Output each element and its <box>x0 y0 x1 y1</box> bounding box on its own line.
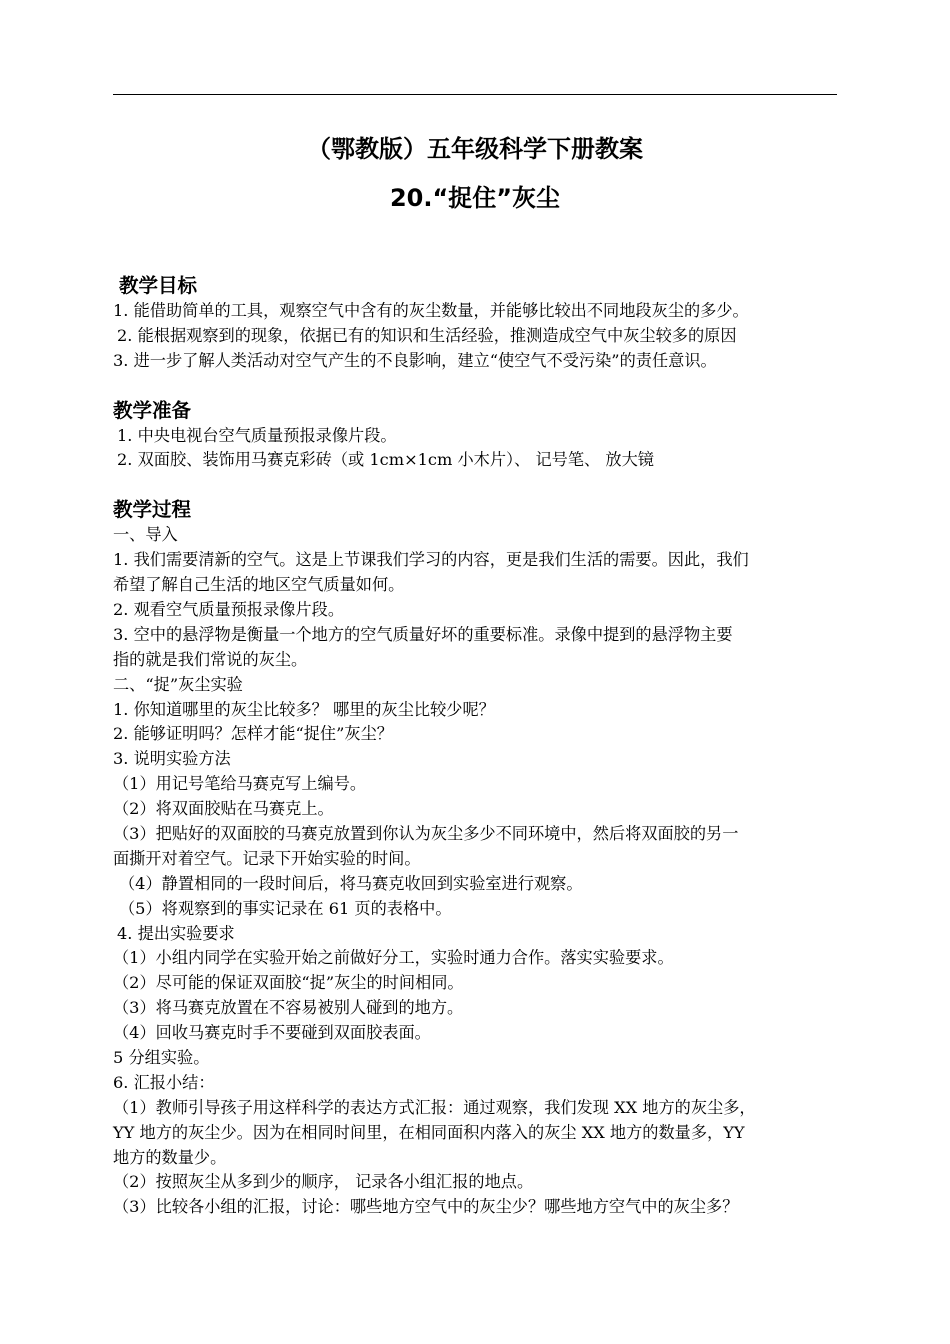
process-line: 2. 能够证明吗？怎样才能“捉住”灰尘？ <box>113 724 393 743</box>
preparation-line: 1. 中央电视台空气质量预报录像片段。 <box>117 426 397 445</box>
process-line: 1. 我们需要清新的空气。这是上节课我们学习的内容，更是我们生活的需要。因此，我们 <box>113 550 749 569</box>
process-line: 5 分组实验。 <box>113 1048 210 1067</box>
process-line: （1）用记号笔给马赛克写上编号。 <box>113 774 367 793</box>
process-line: （2）尽可能的保证双面胶“捉”灰尘的时间相同。 <box>113 973 464 992</box>
process-line: 二、“捉”灰尘实验 <box>113 675 243 694</box>
objective-line: 3. 进一步了解人类活动对空气产生的不良影响，建立“使空气不受污染”的责任意识。 <box>113 351 717 370</box>
process-line: （3）比较各小组的汇报，讨论：哪些地方空气中的灰尘少？哪些地方空气中的灰尘多？ <box>113 1197 739 1216</box>
process-line: （4）静置相同的一段时间后，将马赛克收回到实验室进行观察。 <box>119 874 583 893</box>
lesson-title: 20.“捉住”灰尘 <box>389 184 561 212</box>
objectives-heading: 教学目标 <box>119 274 198 297</box>
process-line: （2）将双面胶贴在马赛克上。 <box>113 799 334 818</box>
header-rule <box>113 94 837 95</box>
process-line: 指的就是我们常说的灰尘。 <box>113 650 308 669</box>
process-line: 希望了解自己生活的地区空气质量如何。 <box>113 575 405 594</box>
document-title: （鄂教版）五年级科学下册教案 <box>307 135 643 163</box>
process-heading: 教学过程 <box>113 498 192 521</box>
process-line: 6. 汇报小结： <box>113 1073 215 1092</box>
process-line: 面撕开对着空气。记录下开始实验的时间。 <box>113 849 421 868</box>
process-line: 地方的数量少。 <box>113 1148 227 1167</box>
process-line: （1）小组内同学在实验开始之前做好分工，实验时通力合作。落实实验要求。 <box>113 948 674 967</box>
process-line: （3）把贴好的双面胶的马赛克放置到你认为灰尘多少不同环境中，然后将双面胶的另一 <box>113 824 739 843</box>
preparation-heading: 教学准备 <box>113 399 192 422</box>
process-line: 1. 你知道哪里的灰尘比较多？ 哪里的灰尘比较少呢？ <box>113 700 495 719</box>
objective-line: 2. 能根据观察到的现象，依据已有的知识和生活经验，推测造成空气中灰尘较多的原因 <box>117 326 737 345</box>
process-line: （3）将马赛克放置在不容易被别人碰到的地方。 <box>113 998 464 1017</box>
process-line: YY 地方的灰尘少。因为在相同时间里，在相同面积内落入的灰尘 XX 地方的数量多，YY <box>113 1123 745 1142</box>
process-line: （5）将观察到的事实记录在 61 页的表格中。 <box>119 899 452 918</box>
process-line: （1）教师引导孩子用这样科学的表达方式汇报：通过观察，我们发现 XX 地方的灰尘多， <box>113 1098 756 1117</box>
process-line: （4）回收马赛克时手不要碰到双面胶表面。 <box>113 1023 431 1042</box>
process-line: 3. 说明实验方法 <box>113 749 231 768</box>
process-line: （2）按照灰尘从多到少的顺序， 记录各小组汇报的地点。 <box>113 1172 534 1191</box>
process-line: 一、导入 <box>113 525 178 544</box>
process-line: 4. 提出实验要求 <box>117 924 235 943</box>
preparation-line: 2. 双面胶、装饰用马赛克彩砖（或 1cm×1cm 小木片）、 记号笔、 放大镜 <box>117 450 654 469</box>
process-line: 2. 观看空气质量预报录像片段。 <box>113 600 345 619</box>
objective-line: 1. 能借助简单的工具，观察空气中含有的灰尘数量，并能够比较出不同地段灰尘的多少。 <box>113 301 749 320</box>
process-line: 3. 空中的悬浮物是衡量一个地方的空气质量好坏的重要标准。录像中提到的悬浮物主要 <box>113 625 733 644</box>
